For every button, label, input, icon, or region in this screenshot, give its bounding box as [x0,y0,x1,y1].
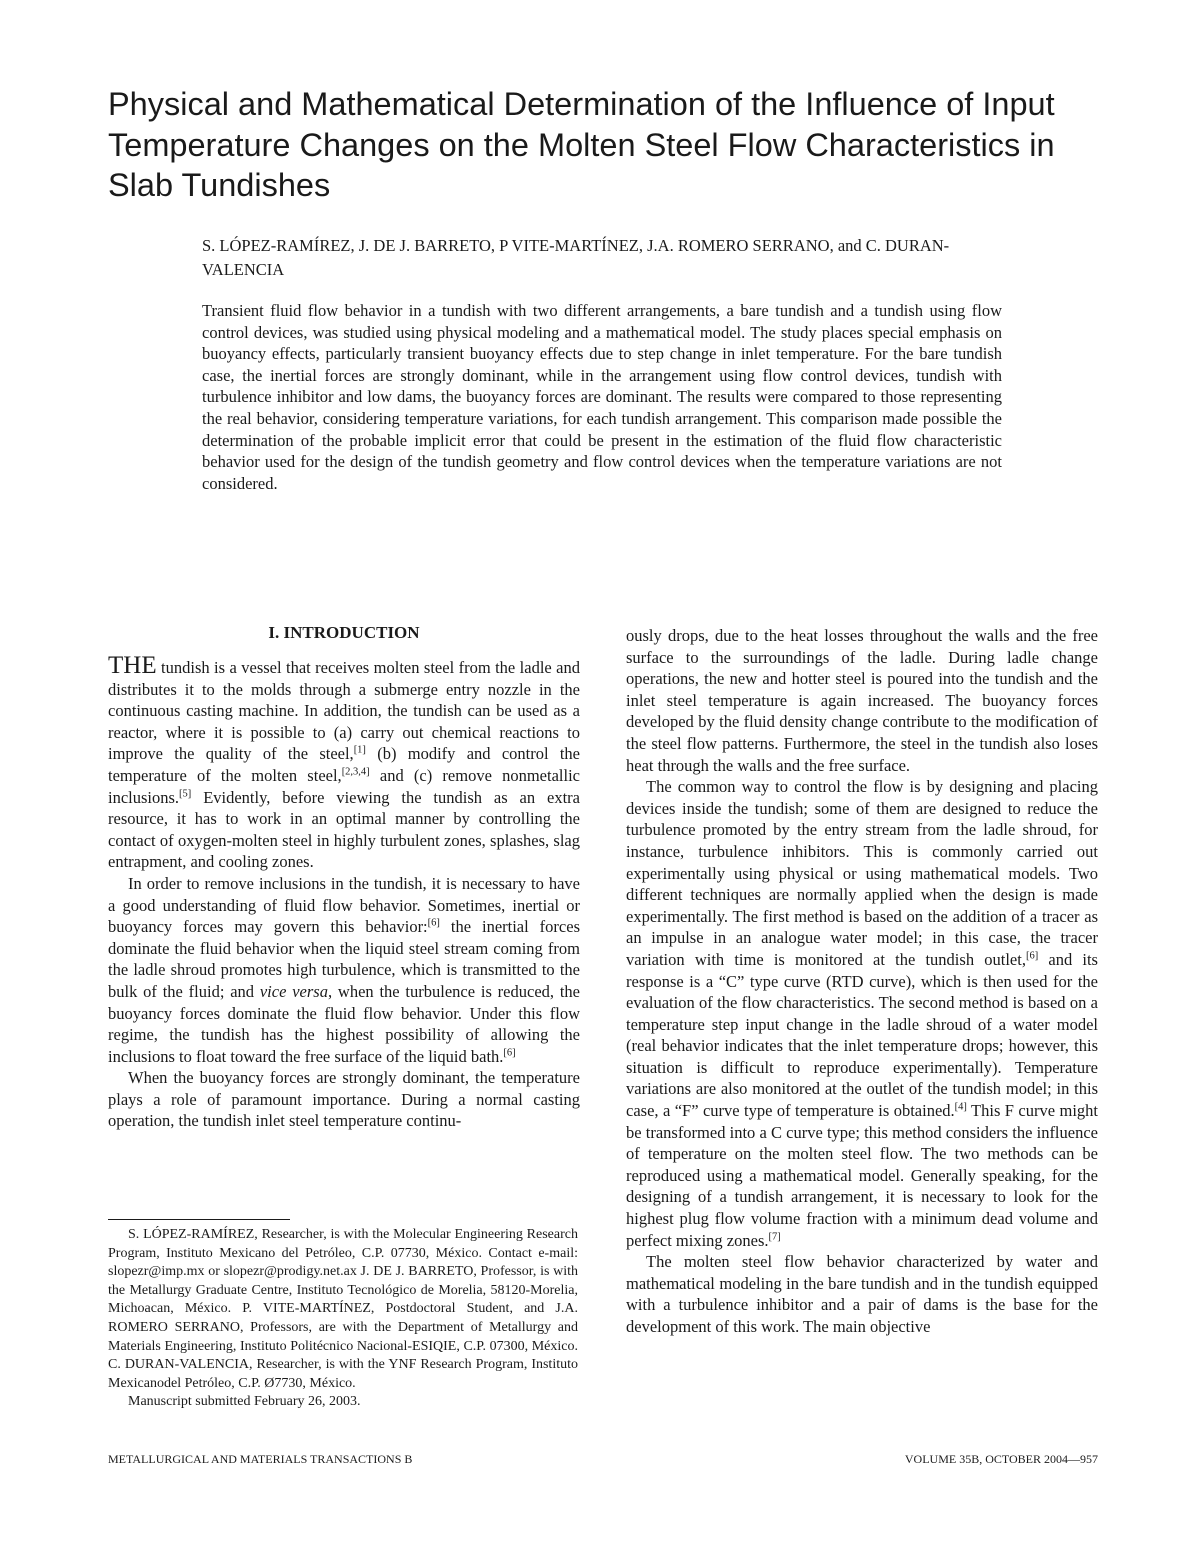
footnote-submitted: Manuscript submitted February 26, 2003. [128,1394,361,1410]
paragraph: The molten steel flow behavior characterized by water and mathematical modeling in the bare tundish and in the tundish equipped with a turbulence inhibitor and a pair of dams is the base for the development of this work. The main objective [626,1252,1098,1336]
text-run: and (c) remove nonmetallic inclusions. [108,765,580,807]
citation: [2,3,4] [341,766,370,778]
citation: [6] [1025,950,1039,962]
citation: [6] [427,917,440,929]
footer-volume-page: VOLUME 35B, OCTOBER 2004—957 [904,1452,1098,1466]
footnote [108,1226,578,1412]
text-run: (b) modify and control the temperature of the molten steel, [108,744,581,785]
italic-text: vice versa [259,981,328,1001]
citation: [4] [954,1101,967,1113]
footer-journal: METALLURGICAL AND MATERIALS TRANSACTIONS B [108,1452,413,1466]
footnote-affiliations: S. LÓPEZ-RAMÍREZ, Researcher, is with the Molecular Engineering Research Program, Instituto Mexicano del Petróleo, C.P. 07730, México. Contact e-mail: slopezr@imp.mx or slopezr@prodigy.net.ax J. DE J. BARRETO, Professor, is with the Metallurgy Graduate Centre, Instituto Tecnológico de Morelia, 58120-Morelia, Michoacan, México. P. VITE-MARTÍNEZ, Postdoctoral Student, and J.A. ROMERO SERRANO, Professors, are with the Department of Metallurgy and Materials Engineering, Instituto Politécnico Nacional-ESIQIE, C.P. 07300, México. C. DURAN-VALENCIA, Researcher, is with the YNF Research Program, Instituto Mexicanodel Petróleo, C.P. Ø7730, México. [108,1227,578,1391]
section-heading: I. INTRODUCTION [268,623,420,642]
citation: [6] [503,1047,516,1059]
footnote-divider [108,1219,290,1220]
citation: [5] [179,788,192,800]
text-run: tundish is a vessel that receives molten steel from the ladle and distributes it to the molds through a submerge entry nozzle in the continuous casting machine. In addition, the tundish can be used as a reactor, where it is possible to (a) carry out chemical reactions to improve the quality of the steel, [108,658,580,764]
drop-cap: THE [108,652,157,679]
text-run: , when the turbulence is reduced, the buoyancy forces dominate the fluid flow behavior. Under this flow regime, the tundish has the highest possibility of allowing the inclusions to float toward the free surface of the liquid bath. [108,981,580,1066]
paragraph: ously drops, due to the heat losses throughout the walls and the free surface to the surroundings of the ladle. During ladle change operations, the new and hotter steel is poured into the tundish and the inlet steel temperature is again increased. The buoyancy forces developed by the fluid density change contribute to the modification of the steel flow patterns. Furthermore, the steel in the tundish also loses heat through the walls and the free surface. [626,626,1098,775]
paper-title: Physical and Mathematical Determination of the Influence of Input Temperature Changes on the Molten Steel Flow Characteristics in Slab Tundishes [108,86,1055,203]
text-run: and its response is a “C” type curve (RTD curve), which is then used for the evaluation of the flow characteristics. The second method is based on a temperature step input change in the ladle shroud of a water model (real behavior indicates that the inlet temperature drops; however, this situation is difficult to reproduce experimentally). Temperature variations are also monitored at the outlet of the tundish model; in this case, a “F” curve type of temperature is obtained. [626,949,1098,1121]
author-list: S. LÓPEZ-RAMÍREZ, J. DE J. BARRETO, P VITE-MARTÍNEZ, J.A. ROMERO SERRANO, and C. DURAN-VALENCIA [202,236,950,279]
text-run: the inertial forces dominate the fluid behavior when the liquid steel stream coming from the ladle shroud promotes high turbulence, which is transmitted to the bulk of the fluid; and [108,917,580,1001]
text-run: Evidently, before viewing the tundish as an extra resource, it has to work in an optimal manner by controlling the contact of oxygen-molten steel in highly turbulent zones, splashes, slag entrapment, and cooling zones. [108,787,580,872]
paragraph [626,776,1098,1251]
left-column [108,622,580,1132]
citation: [1] [353,744,366,756]
paragraph [108,873,580,1067]
abstract: Transient fluid flow behavior in a tundish with two different arrangements, a bare tundish and a tundish using flow control devices, was studied using physical modeling and a mathematical model. The study places special emphasis on buoyancy effects, particularly transient buoyancy effects due to step change in inlet temperature. For the bare tundish case, the inertial forces are strongly dominant, while in the arrangement using flow control devices, tundish with turbulence inhibitor and low dams, the buoyancy forces are dominant. The results were compared to those representing the real behavior, considering temperature variations, for each tundish arrangement. This comparison made possible the determination of the probable implicit error that could be present in the estimation of the fluid flow characteristic behavior used for the design of the tundish geometry and flow control devices when the temperature variations are not considered. [202,301,1002,493]
text-run: The common way to control the flow is by designing and placing devices inside the tundish; some of them are designed to reduce the turbulence promoted by the entry stream from the ladle shroud, for instance, turbulence inhibitors. This is commonly carried out experimentally using physical or using mathematical models. Two different techniques are normally applied when the design is made experimentally. The first method is based on the addition of a tracer as an impulse in an analogue water model; in this case, the tracer variation with time is monitored at the tundish outlet, [626,777,1098,969]
text-run: This F curve might be transformed into a C curve type; this method considers the influence of temperature on the molten steel flow. The two methods can be reproduced using a mathematical model. Generally speaking, for the designing of a tundish arrangement, it is necessary to look for the highest plug flow volume fraction with a minimum dead volume and perfect mixing zones. [626,1101,1098,1250]
text-run: In order to remove inclusions in the tundish, it is necessary to have a good understanding of fluid flow behavior. Sometimes, inertial or buoyancy forces may govern this behavior: [108,873,580,937]
citation: [7] [768,1231,781,1243]
right-column [626,625,1098,1338]
paragraph [108,652,581,873]
paragraph: When the buoyancy forces are strongly dominant, the temperature plays a role of paramount importance. During a normal casting operation, the tundish inlet steel temperature continu- [108,1068,580,1131]
